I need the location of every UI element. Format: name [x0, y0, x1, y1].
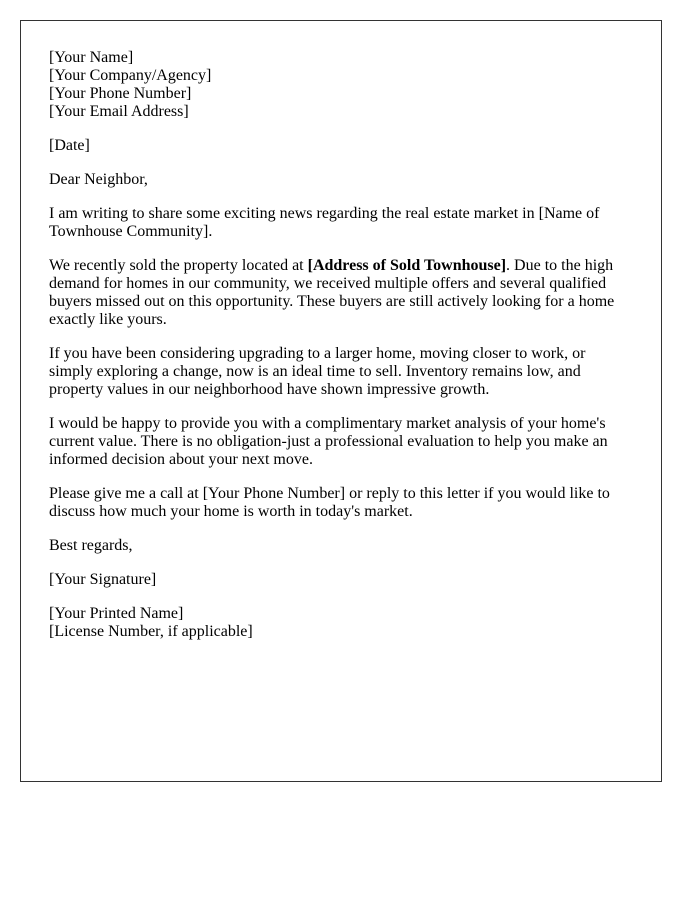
license-number: [License Number, if applicable] — [49, 623, 253, 640]
letter-date: [Date] — [49, 137, 90, 154]
sender-block — [49, 49, 632, 121]
sender-email: [Your Email Address] — [49, 103, 189, 120]
printed-name: [Your Printed Name] — [49, 605, 184, 622]
paragraph-intro: I am writing to share some exciting news regarding the real estate market in [Name of Townhouse Community]. — [49, 205, 600, 240]
letter — [20, 20, 662, 782]
paragraph-timing: If you have been considering upgrading to a larger home, moving closer to work, or simply exploring a change, now is an ideal time to sell. Inventory remains low, and property values in our neighborhood have shown impressive growth. — [49, 345, 586, 398]
paragraph-analysis-offer: I would be happy to provide you with a complimentary market analysis of your home's current value. There is no obligation-just a professional evaluation to help you make an informed decision about your next move. — [49, 415, 608, 468]
sold-address: [Address of Sold Townhouse] — [307, 257, 507, 274]
p2-text-before: We recently sold the property located at — [49, 257, 308, 274]
paragraph-sold-property — [49, 257, 632, 329]
p2-text-after: . Due to the high demand for homes in our community, we received multiple offers and several qualified buyers missed out on this opportunity. These buyers are still actively looking for a home exactly like yours. — [49, 257, 615, 328]
sender-name: [Your Name] — [49, 49, 134, 66]
salutation: Dear Neighbor, — [49, 171, 148, 188]
closing: Best regards, — [49, 537, 133, 554]
sender-company: [Your Company/Agency] — [49, 67, 212, 84]
sender-phone: [Your Phone Number] — [49, 85, 192, 102]
signature: [Your Signature] — [49, 571, 157, 588]
signer-block — [49, 605, 632, 641]
paragraph-call-to-action: Please give me a call at [Your Phone Number] or reply to this letter if you would like to discuss how much your home is worth in today's market. — [49, 485, 610, 520]
